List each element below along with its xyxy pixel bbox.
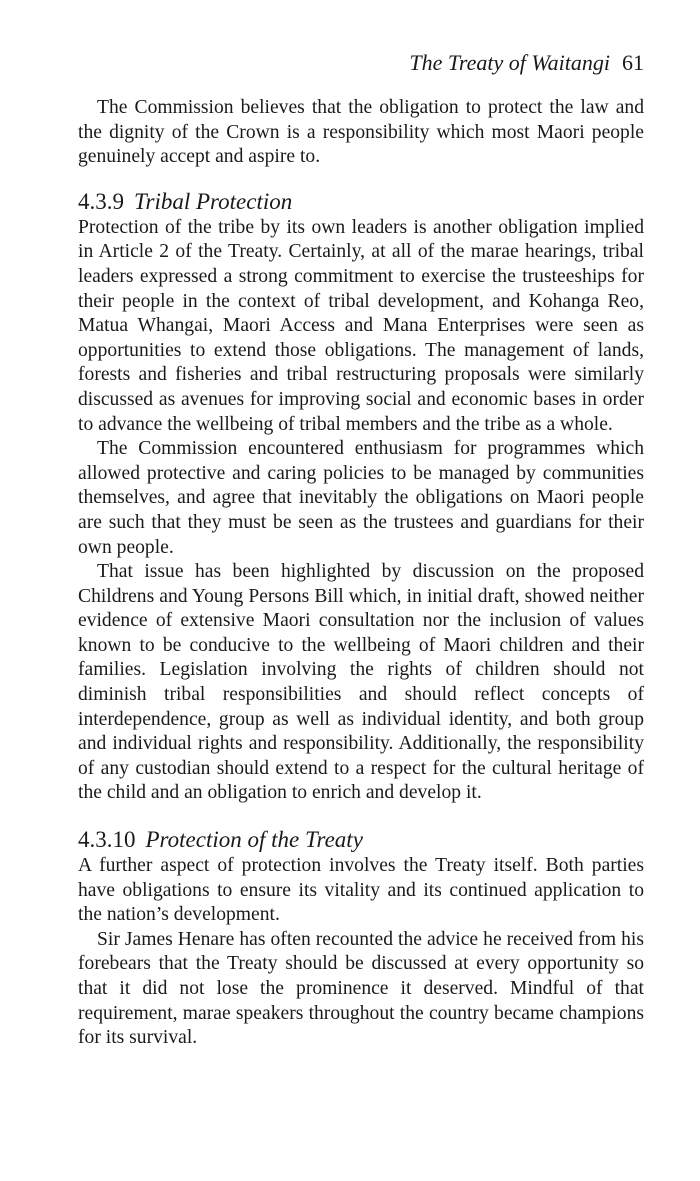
paragraph: The Commission encountered enthusiasm for programmes which allowed protective and caring policies to be managed by communities themselves, and agree that inevitably the obligations on Maori people are such that they must be seen as the trustees and guardians for their own people. [78, 438, 644, 558]
section-number: 4.3.9 [78, 188, 124, 214]
intro-paragraph: The Commission believes that the obligation to protect the law and the dignity of the Crown is a responsibility which most Maori people genuinely accept and aspire to. [78, 97, 644, 168]
section-title: Tribal Protection [134, 188, 293, 214]
paragraph: A further aspect of protection involves the Treaty itself. Both parties have obligations to ensure its vitality and its continued application to the nation’s development. [78, 855, 644, 926]
paragraph: Sir James Henare has often recounted the advice he received from his forebears that the Treaty should be discussed at every opportunity so that it did not lose the prominence it deserved. Mindful of that requirement, marae speakers throughout the country became champions for its survival. [78, 928, 644, 1049]
page-number: 61 [622, 50, 644, 75]
section-heading-tribal-protection [78, 188, 644, 216]
paragraph: That issue has been highlighted by discussion on the proposed Childrens and Young Persons Bill which, in initial draft, showed neither evidence of extensive Maori consultation nor the inclusion of values known to be conducive to the wellbeing of Maori children and their families. Legislation involving the rights of children should not diminish tribal responsibilities and should reflect concepts of interdependence, group as well as individual identity, and both group and individual rights and responsibility. Additionally, the responsibility of any custodian should extend to a respect for the cultural heritage of the child and an obligation to enrich and develop it. [78, 561, 644, 804]
section-title: Protection of the Treaty [145, 827, 363, 853]
section-heading-protection-of-the-treaty [78, 826, 644, 854]
section-number: 4.3.10 [78, 827, 136, 853]
running-head [78, 48, 644, 78]
running-head-title: The Treaty of Waitangi [409, 50, 610, 75]
paragraph: Protection of the tribe by its own leaders is another obligation implied in Article 2 of the Treaty. Certainly, at all of the marae hearings, tribal leaders expressed a strong commitment to exercise the trusteeships for their people in the context of tribal development, and Kohanga Reo, Matua Whangai, Maori Access and Mana Enterprises were seen as opportunities to extend those obligations. The management of lands, forests and fisheries and tribal restructuring proposals were similarly discussed as avenues for improving social and economic bases in order to advance the wellbeing of tribal members and the tribe as a whole. [78, 216, 644, 435]
page-body [78, 96, 644, 1051]
